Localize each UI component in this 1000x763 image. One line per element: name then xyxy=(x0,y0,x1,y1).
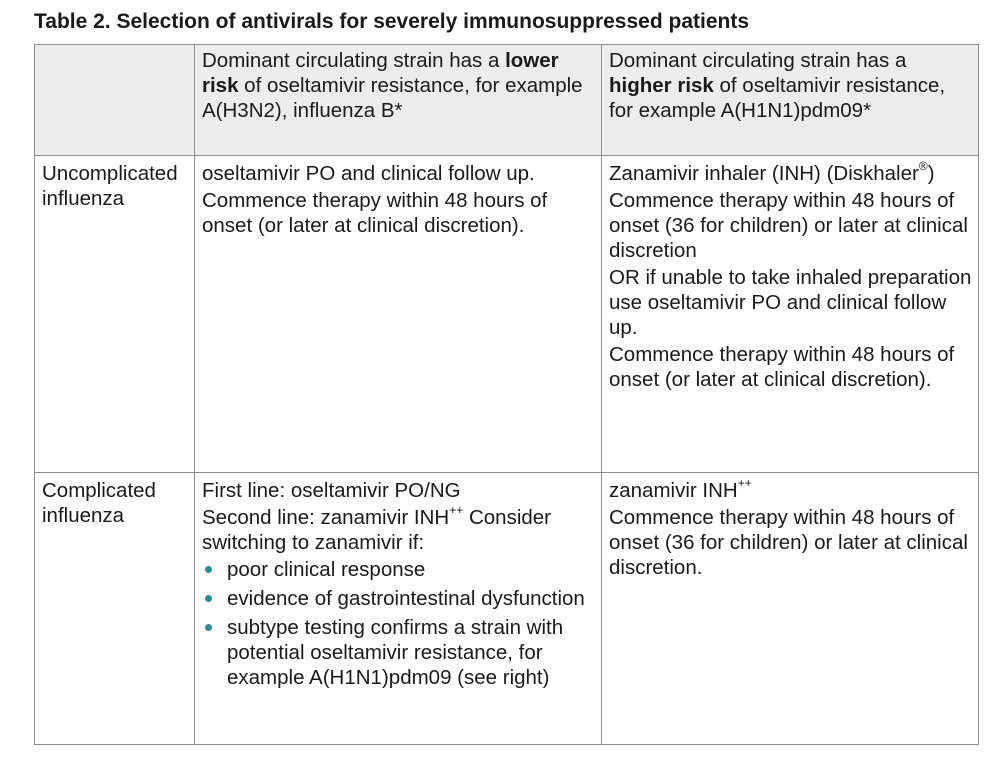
table-row-complicated xyxy=(35,473,979,745)
row-label-uncomplicated: Uncomplicated influenza xyxy=(35,156,195,473)
complicated-second-line-post: Consider switching to zanamivir if: xyxy=(202,506,552,554)
row-label-complicated: Complicated influenza xyxy=(35,473,195,745)
header-higher-risk xyxy=(602,45,979,156)
complicated-higher-line1 xyxy=(609,478,972,503)
cell-complicated-lower-risk xyxy=(195,473,602,745)
table-title: Table 2. Selection of antivirals for severely immunosuppressed patients xyxy=(34,10,750,33)
header-higher-risk-post: of oseltamivir resistance, for example A(H1N1)pdm09* xyxy=(609,74,946,122)
list-item xyxy=(202,586,595,611)
header-lower-risk xyxy=(195,45,602,156)
header-row xyxy=(35,45,979,156)
uncomplicated-lower-line2: Commence therapy within 48 hours of onset (or later at clinical discretion). xyxy=(202,189,548,237)
complicated-higher-line2: Commence therapy within 48 hours of onset (36 for children) or later at clinical discretion. xyxy=(609,506,968,579)
bullet-dot-icon xyxy=(205,595,212,602)
cell-complicated-higher-risk xyxy=(602,473,979,745)
list-item-text: poor clinical response xyxy=(227,558,426,581)
uncomplicated-higher-line2: Commence therapy within 48 hours of onset (36 for children) or later at clinical discretion xyxy=(609,189,968,262)
uncomplicated-higher-line1 xyxy=(609,161,972,186)
header-higher-risk-bold: higher risk xyxy=(609,74,714,97)
header-cell-empty xyxy=(35,45,195,156)
complicated-higher-line1-pre: zanamivir INH xyxy=(609,479,738,502)
table-row-uncomplicated xyxy=(35,156,979,473)
list-item xyxy=(202,615,595,690)
uncomplicated-higher-line3: OR if unable to take inhaled preparation use oseltamivir PO and clinical follow up. xyxy=(609,266,972,339)
header-lower-risk-pre: Dominant circulating strain has a xyxy=(202,49,506,72)
list-item-text: evidence of gastrointestinal dysfunction xyxy=(227,587,585,610)
antiviral-selection-table xyxy=(34,44,979,745)
uncomplicated-higher-line1-pre: Zanamivir inhaler (INH) (Diskhaler xyxy=(609,162,919,185)
header-lower-risk-post: of oseltamivir resistance, for example A(H3N2), influenza B* xyxy=(202,74,583,122)
complicated-second-line-pre: Second line: zanamivir INH xyxy=(202,506,450,529)
uncomplicated-lower-line1: oseltamivir PO and clinical follow up. xyxy=(202,162,535,185)
header-lower-risk-bold: lower risk xyxy=(202,49,559,97)
uncomplicated-higher-line1-post: ) xyxy=(927,162,935,185)
bullet-dot-icon xyxy=(205,624,212,631)
list-item-text: subtype testing confirms a strain with potential oseltamivir resistance, for example A(H1N1)pdm09 (see right) xyxy=(227,616,564,689)
header-higher-risk-pre: Dominant circulating strain has a xyxy=(609,49,907,72)
double-plus-mark: ++ xyxy=(449,503,464,518)
uncomplicated-higher-line4: Commence therapy within 48 hours of onset (or later at clinical discretion). xyxy=(609,343,955,391)
complicated-first-line: First line: oseltamivir PO/NG xyxy=(202,479,461,502)
complicated-second-line xyxy=(202,505,595,555)
list-item xyxy=(202,557,595,582)
double-plus-mark: ++ xyxy=(737,476,752,491)
bullet-dot-icon xyxy=(205,566,212,573)
registered-mark: ® xyxy=(918,159,928,174)
cell-uncomplicated-higher-risk xyxy=(602,156,979,473)
switch-criteria-list xyxy=(202,557,595,690)
cell-uncomplicated-lower-risk xyxy=(195,156,602,473)
